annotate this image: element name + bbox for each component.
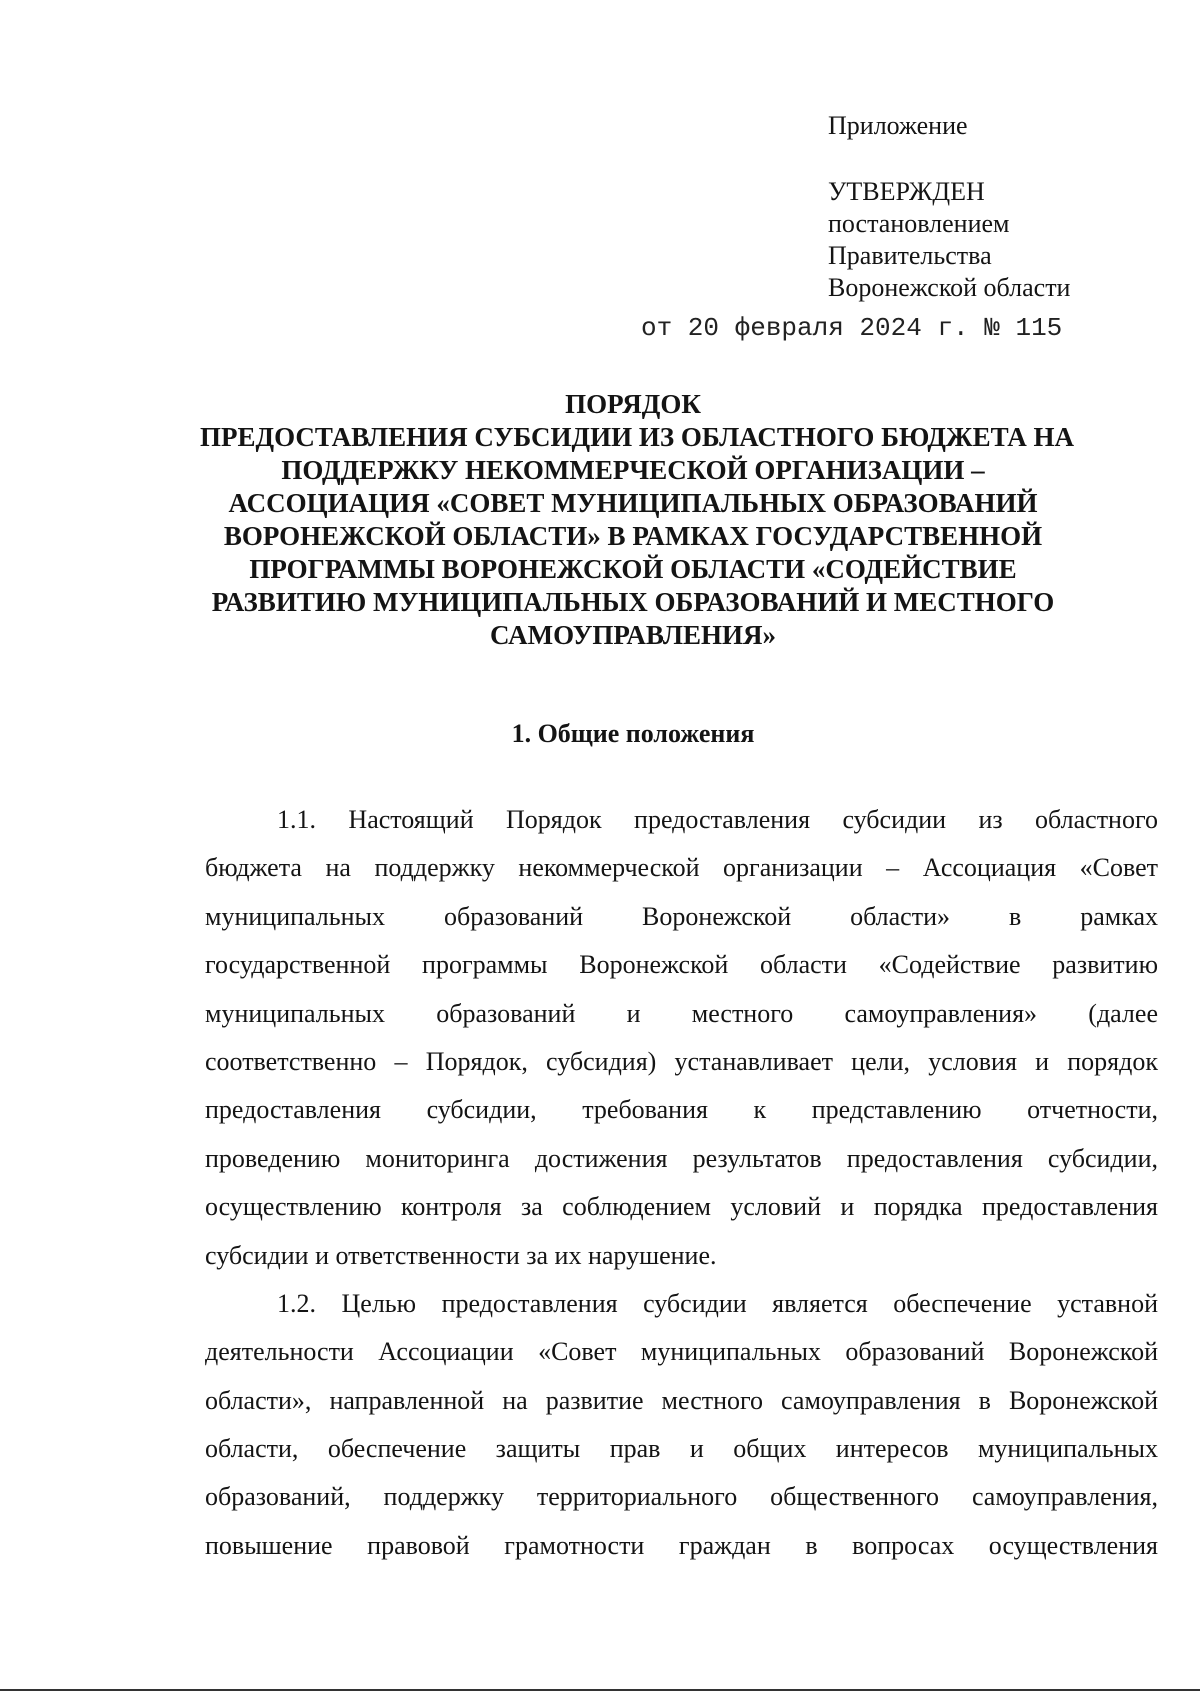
approval-block [828, 110, 1070, 304]
title-line: САМОУПРАВЛЕНИЯ» [489, 620, 777, 650]
title-heading: ПОРЯДОК [565, 389, 701, 419]
paragraph-line: 1.1. Настоящий Порядок предоставления субсидии из областного [277, 805, 1158, 834]
title-line: АССОЦИАЦИЯ «СОВЕТ МУНИЦИПАЛЬНЫХ ОБРАЗОВАНИЙ [228, 488, 1038, 518]
paragraph-line: области, обеспечение защиты прав и общих интересов муниципальных [205, 1434, 1158, 1464]
paragraph-line: повышение правовой грамотности граждан в вопросах осуществления [205, 1530, 1158, 1560]
paragraph-line: предоставления субсидии, требования к представлению отчетности, [205, 1095, 1158, 1125]
document-title [200, 388, 1075, 652]
title-line: ПРЕДОСТАВЛЕНИЯ СУБСИДИИ ИЗ ОБЛАСТНОГО БЮДЖЕТА НА [200, 422, 1075, 452]
paragraph-line: соответственно – Порядок, субсидия) устанавливает цели, условия и порядок [205, 1046, 1158, 1076]
paragraph-line: образований, поддержку территориального общественного самоуправления, [205, 1482, 1158, 1512]
page-bottom-rule [0, 1689, 1200, 1691]
title-line: ПОДДЕРЖКУ НЕКОММЕРЧЕСКОЙ ОРГАНИЗАЦИИ – [281, 455, 985, 485]
paragraph-line: субсидии и ответственности за их нарушение. [205, 1240, 717, 1270]
paragraph-line: проведению мониторинга достижения результатов предоставления субсидии, [205, 1143, 1158, 1173]
government-label: Правительства [828, 241, 992, 270]
paragraph-line: государственной программы Воронежской области «Содействие развитию [205, 950, 1158, 980]
body-text [205, 796, 1158, 1570]
paragraph-line: муниципальных образований и местного самоуправления» (далее [205, 998, 1158, 1028]
paragraph-line: 1.2. Целью предоставления субсидии является обеспечение уставной [277, 1288, 1158, 1318]
resolution-label: постановлением [828, 209, 1010, 238]
title-line: РАЗВИТИЮ МУНИЦИПАЛЬНЫХ ОБРАЗОВАНИЙ И МЕСТНОГО [211, 587, 1055, 617]
paragraph-line: области», направленной на развитие местного самоуправления в Воронежской [205, 1385, 1158, 1415]
decree-date: от 20 февраля 2024 г. № 115 [641, 313, 1063, 343]
title-line: ВОРОНЕЖСКОЙ ОБЛАСТИ» В РАМКАХ ГОСУДАРСТВЕННОЙ [223, 521, 1043, 551]
region-label: Воронежской области [828, 273, 1071, 302]
appendix-label: Приложение [828, 111, 968, 140]
paragraph-line: деятельности Ассоциации «Совет муниципальных образований Воронежской [205, 1337, 1158, 1367]
section-heading: 1. Общие положения [511, 719, 755, 748]
approved-label: УТВЕРЖДЕН [828, 177, 985, 206]
paragraph-line: бюджета на поддержку некоммерческой организации – Ассоциация «Совет [205, 853, 1158, 883]
paragraph-line: муниципальных образований Воронежской области» в рамках [205, 901, 1158, 931]
title-line: ПРОГРАММЫ ВОРОНЕЖСКОЙ ОБЛАСТИ «СОДЕЙСТВИЕ [249, 554, 1017, 584]
spacer [828, 142, 1070, 176]
paragraph-line: осуществлению контроля за соблюдением условий и порядка предоставления [205, 1192, 1158, 1222]
